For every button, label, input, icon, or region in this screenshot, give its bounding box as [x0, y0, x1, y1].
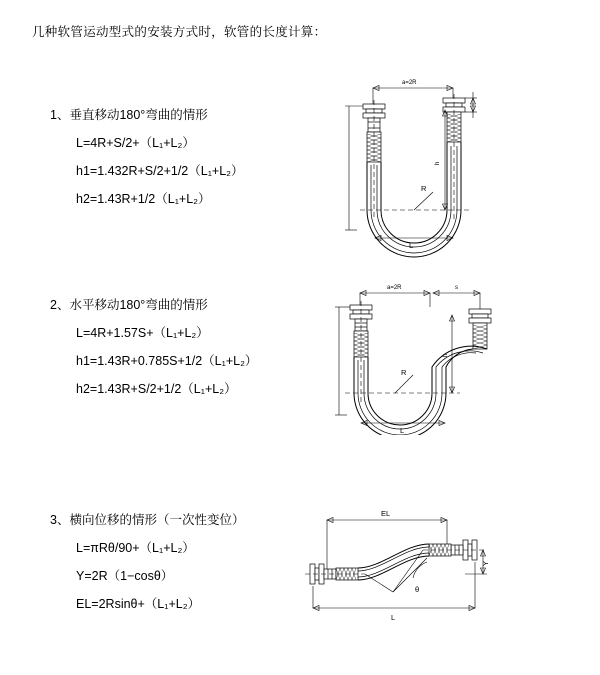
section-1 [0, 80, 600, 265]
section-3 [0, 510, 600, 650]
section-2 [0, 285, 600, 455]
svg-text:L: L [400, 426, 405, 435]
svg-text:R: R [401, 368, 407, 377]
svg-text:h: h [435, 161, 441, 165]
svg-text:L: L [409, 241, 414, 250]
section-3-title: 3、横向位移的情形（一次性变位） [50, 513, 245, 527]
section-2-formula-1: L=4R+1.57S+（L₁+L₂） [76, 326, 209, 340]
section-3-formula-2: Y=2R（1−cosθ） [76, 569, 174, 583]
section-1-formula-2: h1=1.432R+S/2+1/2（L₁+L₂） [76, 164, 244, 178]
figure-horizontal-180-bend [305, 275, 495, 435]
svg-text:a=2R: a=2R [402, 80, 417, 86]
svg-text:L: L [391, 613, 396, 622]
section-3-text [50, 510, 300, 622]
svg-text:s: s [455, 285, 458, 291]
section-2-formula-3: h2=1.43R+S/2+1/2（L₁+L₂） [76, 382, 237, 396]
figure-lateral-offset [295, 500, 495, 625]
section-1-formula-3: h2=1.43R+1/2（L₁+L₂） [76, 192, 211, 206]
svg-text:a=2R: a=2R [387, 285, 402, 291]
svg-text:EL: EL [381, 509, 391, 518]
section-2-figure [305, 275, 495, 435]
section-3-formula-3: EL=2Rsinθ+（L₁+L₂） [76, 597, 201, 611]
svg-text:h: h [443, 353, 449, 357]
svg-text:R: R [421, 184, 427, 193]
section-2-title: 2、水平移动180°弯曲的情形 [50, 298, 208, 312]
svg-text:θ: θ [415, 585, 420, 594]
section-1-text [50, 105, 300, 217]
section-2-formula-2: h1=1.43R+0.785S+1/2（L₁+L₂） [76, 354, 258, 368]
section-1-formula-1: L=4R+S/2+（L₁+L₂） [76, 136, 195, 150]
section-3-formula-1: L=πRθ/90+（L₁+L₂） [76, 541, 195, 555]
section-2-text [50, 295, 300, 407]
svg-text:Y: Y [481, 560, 490, 566]
page-title: 几种软管运动型式的安装方式时，软管的长度计算： [32, 25, 327, 39]
section-1-title: 1、垂直移动180°弯曲的情形 [50, 108, 208, 122]
section-3-figure [295, 500, 495, 625]
figure-vertical-180-bend [305, 70, 485, 285]
section-1-figure [305, 70, 485, 285]
